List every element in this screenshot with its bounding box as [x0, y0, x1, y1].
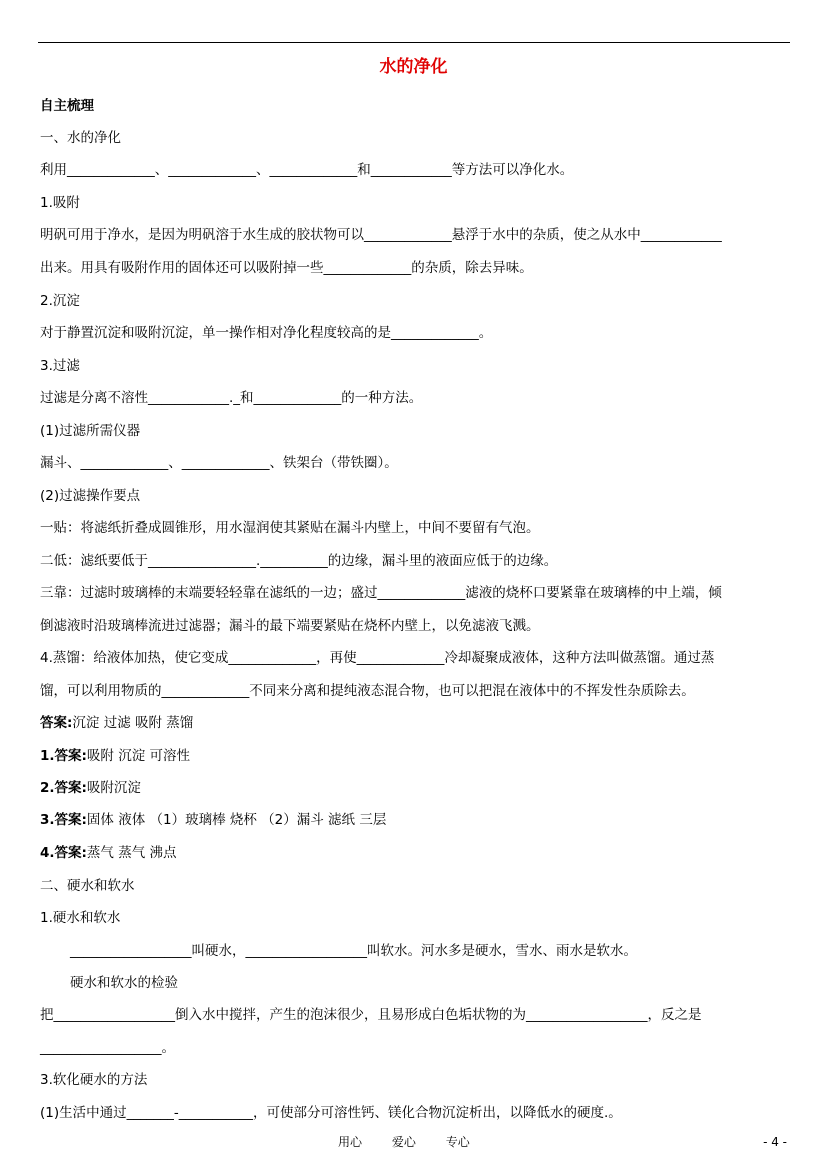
line-section-2: [40, 876, 792, 896]
line-p17: [40, 1103, 792, 1123]
line-text: 对于静置沉淀和吸附沉淀，单一操作相对净化程度较高的是_____________。: [40, 325, 493, 341]
line-p5: [40, 388, 792, 408]
line-p4: [40, 323, 792, 343]
answer-label: 3.答案:: [40, 812, 87, 828]
line-ans-4: [40, 843, 792, 863]
line-text: (2)过滤操作要点: [40, 488, 141, 504]
line-text: 三靠：过滤时玻璃棒的末端要轻轻靠在滤纸的一边；盛过_____________滤液的烧杯口要紧靠在玻璃棒的中上端，倾: [40, 585, 722, 601]
line-p14: [70, 973, 822, 993]
line-section-1: [40, 128, 792, 148]
answer-label: 4.答案:: [40, 845, 87, 861]
line-p10: [40, 616, 792, 636]
line-ans-2: [40, 778, 792, 798]
header-rule: [38, 42, 790, 43]
line-text: 吸附 沉淀 可溶性: [86, 748, 191, 764]
line-text: 固体 液体 （1）玻璃棒 烧杯 （2）漏斗 滤纸 三层: [86, 812, 387, 828]
line-text: __________________。: [40, 1040, 175, 1056]
line-p11: [40, 648, 792, 668]
answer-label: 2.答案:: [40, 780, 87, 796]
line-text: (1)过滤所需仪器: [40, 423, 141, 439]
line-p7: [40, 518, 792, 538]
line-p3: [40, 258, 792, 278]
line-text: __________________叫硬水，__________________叫软水。河水多是硬水，雪水、雨水是软水。: [70, 943, 637, 959]
answer-label: 答案:: [40, 715, 73, 731]
line-text: 4.蒸馏：给液体加热，使它变成_____________，再使_____________冷却凝聚成液体，这种方法叫做蒸馏。通过蒸: [40, 650, 715, 666]
line-ans-0: [40, 713, 792, 733]
line-text: 硬水和软水的检验: [70, 975, 178, 991]
line-sub-3-2: [40, 486, 792, 506]
line-text: 吸附沉淀: [86, 780, 141, 796]
line-text: 倒滤液时沿玻璃棒流进过滤器；漏斗的最下端要紧贴在烧杯内壁上，以免滤液飞溅。: [40, 618, 540, 634]
line-sub-2-3: [40, 1070, 792, 1090]
line-p12: [40, 681, 792, 701]
line-text: 出来。用具有吸附作用的固体还可以吸附掉一些_____________的杂质，除去异味。: [40, 260, 533, 276]
line-text: 3.软化硬水的方法: [40, 1072, 148, 1088]
line-text: 一贴：将滤纸折叠成圆锥形，用水湿润使其紧贴在漏斗内壁上，中间不要留有气泡。: [40, 520, 540, 536]
footer-motto-2: 爱心: [391, 1135, 416, 1149]
line-text: 3.过滤: [40, 358, 80, 374]
line-p16: [40, 1038, 792, 1058]
page-number: - 4 -: [763, 1135, 787, 1149]
line-p13: [70, 941, 822, 961]
line-text: 2.沉淀: [40, 293, 80, 309]
line-text: 把__________________倒入水中搅拌，产生的泡沫很少，且易形成白色垢状物的为__________________，反之是: [40, 1007, 702, 1023]
line-p6: [40, 453, 792, 473]
line-text: 利用_____________、_____________、_____________和____________等方法可以净化水。: [40, 162, 574, 178]
page-title: 水的净化: [379, 57, 448, 77]
line-text: 1.吸附: [40, 195, 80, 211]
line-text: 自主梳理: [40, 98, 94, 114]
line-sub-1: [40, 193, 792, 213]
answer-label: 1.答案:: [40, 748, 87, 764]
line-sub-2-1: [40, 908, 792, 928]
line-ans-1: [40, 746, 792, 766]
line-text: 馏，可以利用物质的_____________不同来分离和提纯液态混合物，也可以把混在液体中的不挥发性杂质除去。: [40, 683, 695, 699]
line-p8: [40, 551, 792, 571]
line-p9: [40, 583, 792, 603]
line-p2: [40, 225, 792, 245]
line-ans-3: [40, 810, 792, 830]
footer-motto-1: 用心: [338, 1135, 363, 1149]
line-p15: [40, 1005, 792, 1025]
footer-motto: [338, 1134, 496, 1150]
line-heading-zizhu: [40, 96, 792, 116]
line-text: 明矾可用于净水，是因为明矾溶于水生成的胶状物可以_____________悬浮于水中的杂质，使之从水中____________: [40, 227, 722, 243]
line-text: 二低：滤纸要低于________________.__________的边缘，漏斗里的液面应低于的边缘。: [40, 553, 558, 569]
line-text: (1)生活中通过_______-___________，可使部分可溶性钙、镁化合物沉淀析出，以降低水的硬度.。: [40, 1105, 622, 1121]
line-text: 二、硬水和软水: [40, 878, 135, 894]
line-text: 沉淀 过滤 吸附 蒸馏: [72, 715, 194, 731]
line-sub-3: [40, 356, 792, 376]
line-text: 蒸气 蒸气 沸点: [86, 845, 177, 861]
line-text: 过滤是分离不溶性____________._和_____________的一种方法。: [40, 390, 423, 406]
line-sub-2: [40, 291, 792, 311]
line-text: 一、水的净化: [40, 130, 121, 146]
footer-motto-3: 专心: [445, 1135, 470, 1149]
line-p1: [40, 160, 792, 180]
line-text: 1.硬水和软水: [40, 910, 121, 926]
line-text: 漏斗、_____________、_____________、铁架台（带铁圈）。: [40, 455, 398, 471]
line-sub-3-1: [40, 421, 792, 441]
